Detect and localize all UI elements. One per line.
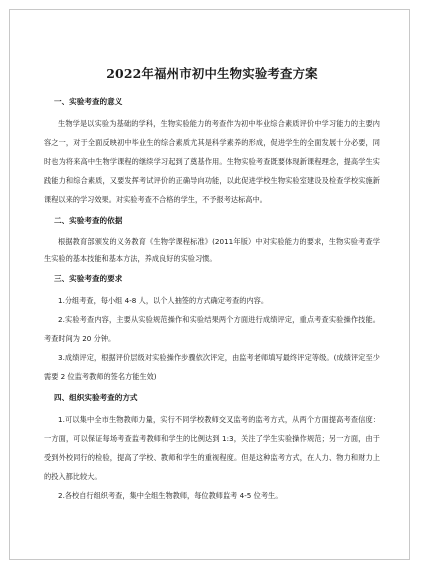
section-heading: 四、组织实验考查的方式 [54, 393, 138, 402]
section-methods [44, 392, 380, 505]
paragraph: 根据教育部颁发的义务教育《生物学课程标准》(2011年版）中对实验能力的要求，生物实验考查学生实验的基本技能和基本方法，养成良好的实验习惯。 [44, 237, 380, 263]
paragraph: 1.可以集中全市生物教师力量，实行不同学校教师交叉监考的监考方式，从两个方面提高考查信度：一方面，可以保证每场考查监考教师和学生的比例达到 1:3，关注了学生实验操作规范；另一方面，由于受到外校同行的检验，提高了学校、教师和学生的重视程度。但是这种监考方式，在人力、物力和财力上的投入都比较大。 [44, 415, 380, 481]
paragraph: 1.分组考查，每小组 4-8 人，以个人抽签的方式确定考查的内容。 [58, 296, 269, 305]
section-heading: 三、实验考查的要求 [54, 274, 123, 283]
section-requirements [44, 273, 380, 386]
paragraph: 2.实验考查内容，主要从实验规范操作和实验结果两个方面进行成绩评定，重点考查实验操作技能。考查时间为 20 分钟。 [44, 315, 380, 343]
paragraph: 生物学是以实验为基础的学科，生物实验能力的考查作为初中毕业综合素质评价中学习能力的主要内容之一，对于全面反映初中毕业生的综合素质尤其是科学素养的形成，促进学生的全面发展十分必要，同时也为将来高中生物学课程的继续学习起到了奠基作用。生物实验考查既要体现新课程理念，提高学生实践能力和综合素质，又要发挥考试评价的正确导向功能，以此促进学校生物实验室建设及检查学校实施新课程以来的学习效果。对实验考查不合格的学生，不予报考达标高中。 [44, 119, 380, 204]
document-content [44, 64, 380, 511]
document-title: 2022年福州市初中生物实验考查方案 [106, 66, 318, 81]
section-heading: 二、实验考查的依据 [54, 216, 123, 225]
section-heading: 一、实验考查的意义 [54, 97, 123, 106]
paragraph: 3.成绩评定，根据评价层级对实验操作步骤依次评定，由监考老师填写最终评定等级。(成绩评定至少需要 2 位监考教师的签名方能生效) [44, 353, 380, 381]
section-significance [44, 96, 380, 209]
paragraph: 2.各校自行组织考查，集中全组生物教师，每位教师监考 4-5 位考生。 [58, 491, 283, 500]
section-basis [44, 215, 380, 267]
